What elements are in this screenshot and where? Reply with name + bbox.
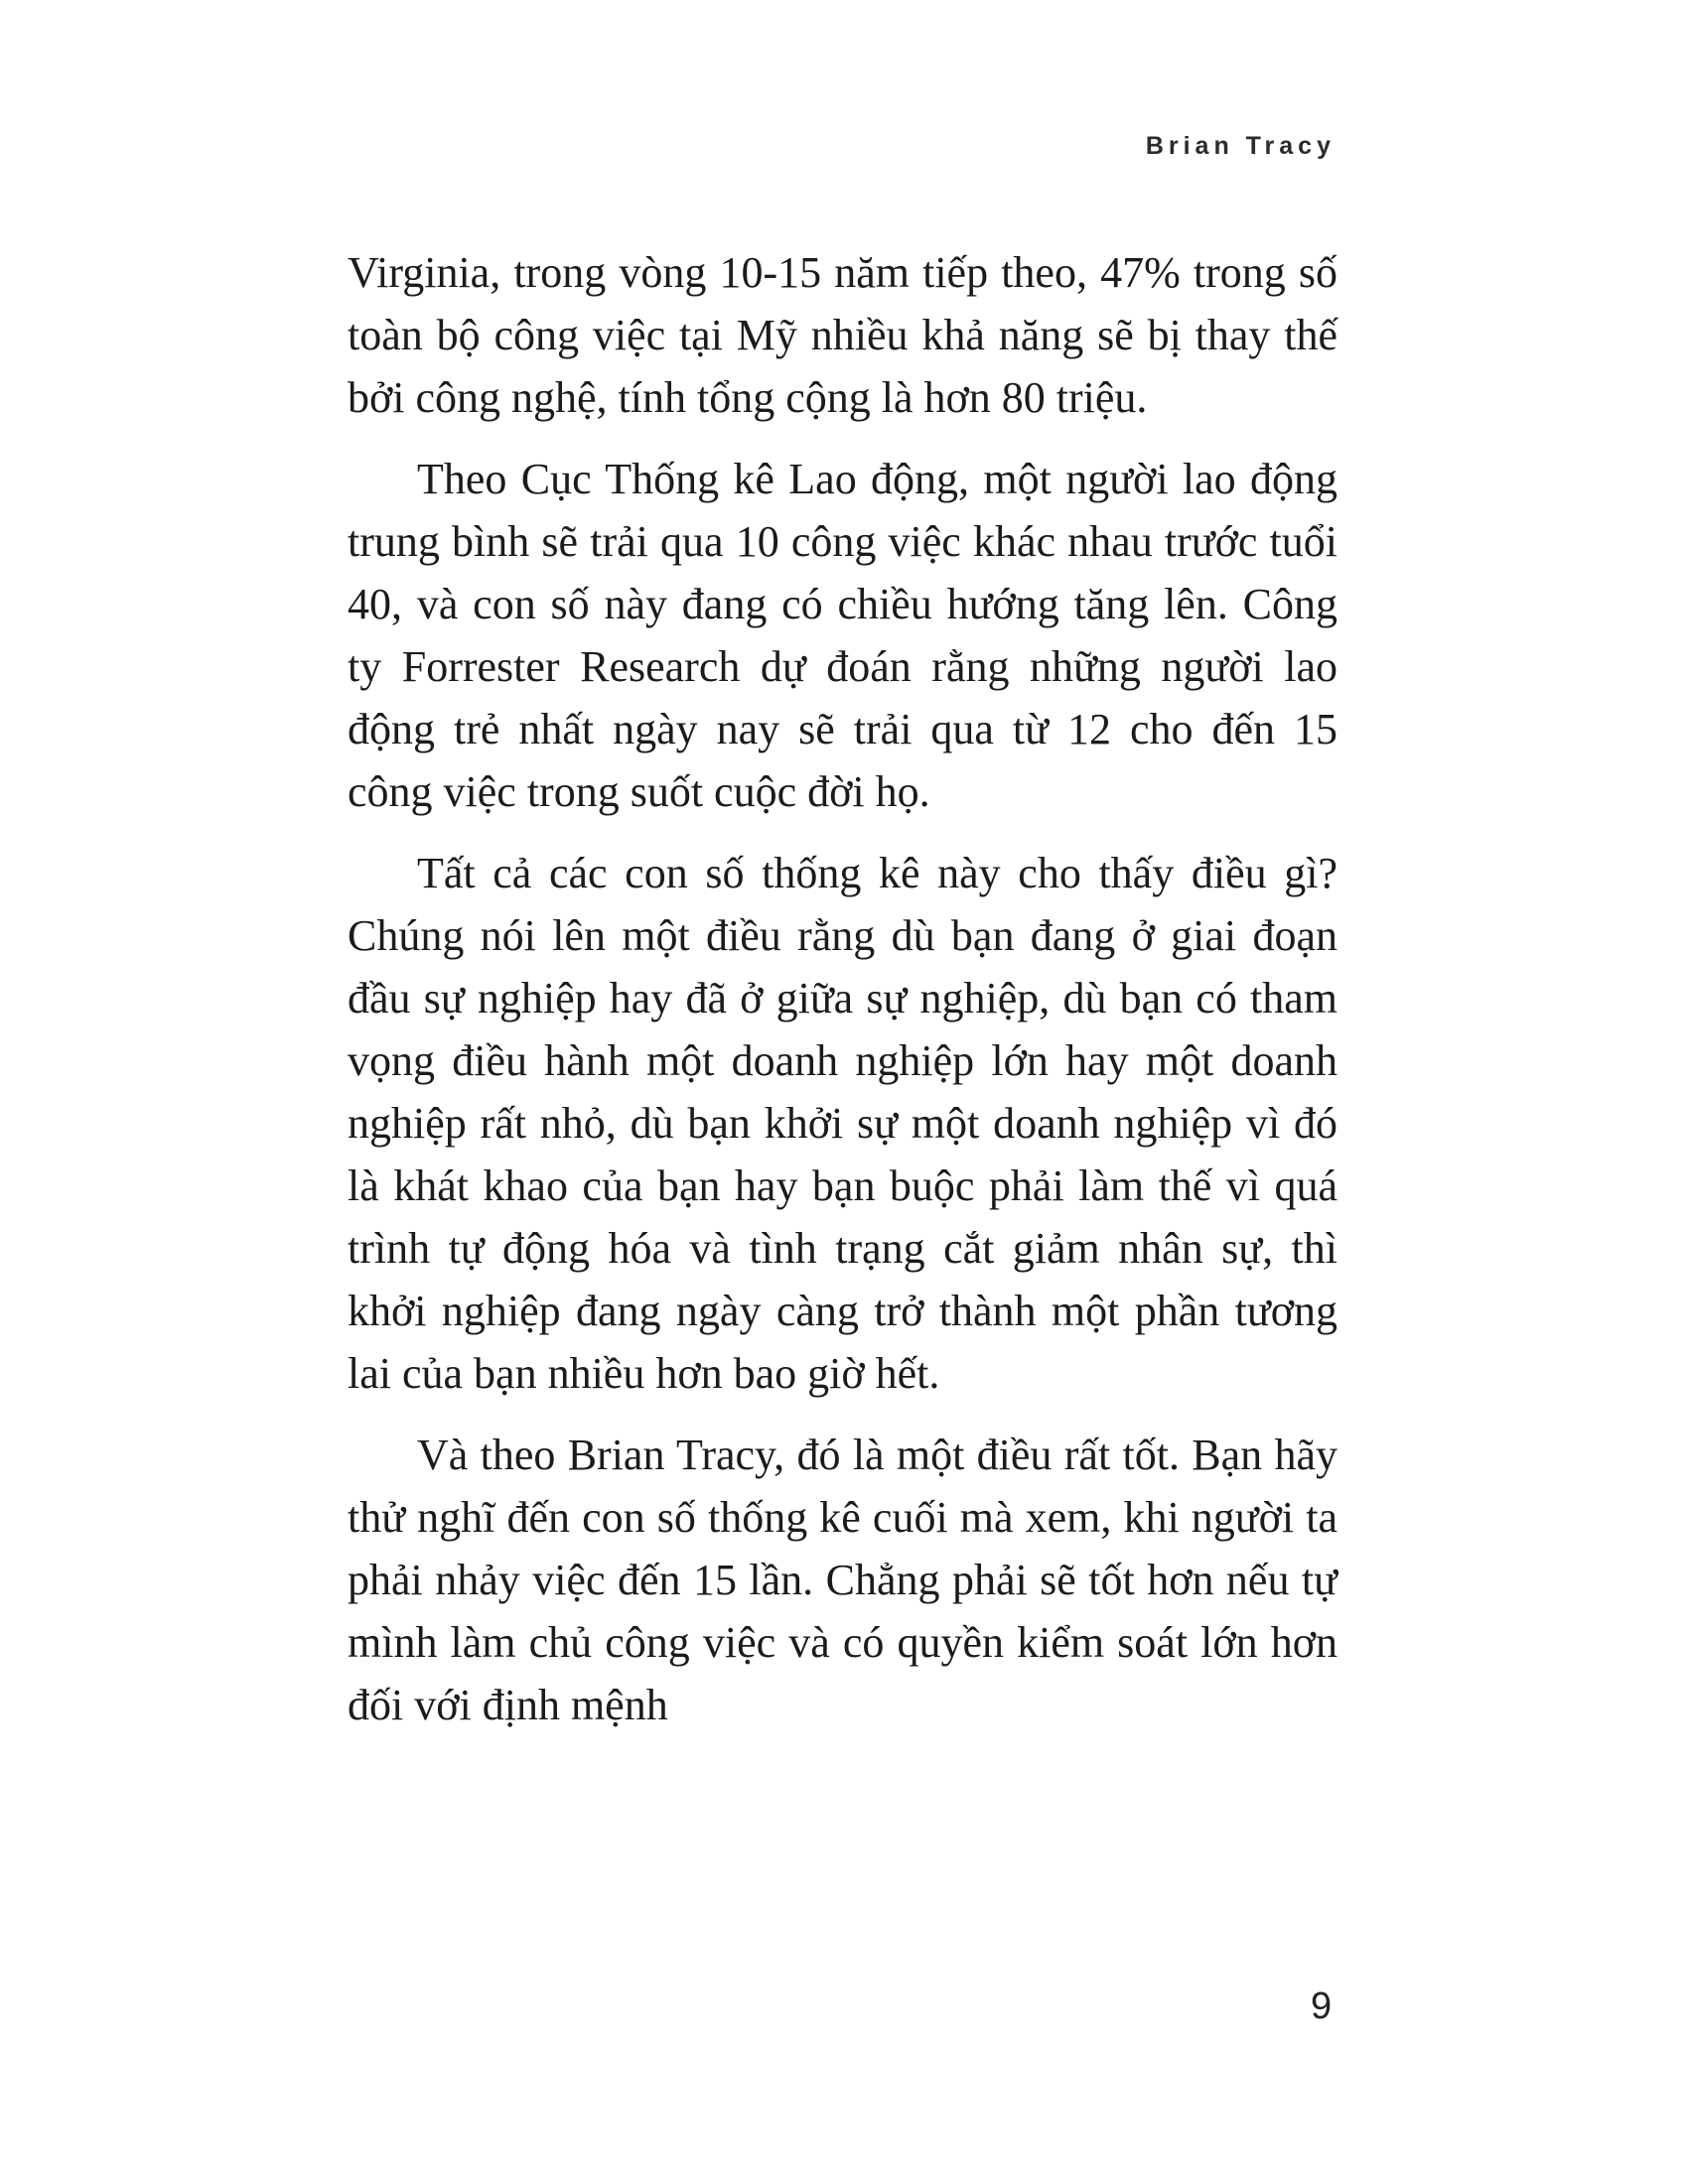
- paragraph-3: Tất cả các con số thống kê này cho thấy điều gì? Chúng nói lên một điều rằng dù bạn đang ở giai đoạn đầu sự nghiệp hay đã ở giữa sự nghiệp, dù bạn có tham vọng điều hành một doanh nghiệp lớn hay một doanh nghiệp rất nhỏ, dù bạn khởi sự một doanh nghiệp vì đó là khát khao của bạn hay bạn buộc phải làm thế vì quá trình tự động hóa và tình trạng cắt giảm nhân sự, thì khởi nghiệp đang ngày càng trở thành một phần tương lai của bạn nhiều hơn bao giờ hết.: [348, 849, 1337, 1398]
- paragraph-4: Và theo Brian Tracy, đó là một điều rất tốt. Bạn hãy thử nghĩ đến con số thống kê cuối mà xem, khi người ta phải nhảy việc đến 15 lần. Chẳng phải sẽ tốt hơn nếu tự mình làm chủ công việc và có quyền kiểm soát lớn hơn đối với định mệnh: [348, 1431, 1337, 1729]
- paragraph-2: Theo Cục Thống kê Lao động, một người lao động trung bình sẽ trải qua 10 công việc khác nhau trước tuổi 40, và con số này đang có chiều hướng tăng lên. Công ty Forrester Research dự đoán rằng những người lao động trẻ nhất ngày nay sẽ trải qua từ 12 cho đến 15 công việc trong suốt cuộc đời họ.: [348, 455, 1337, 816]
- running-header-author: Brian Tracy: [1145, 132, 1336, 160]
- body-text-block: [348, 241, 1337, 1755]
- paragraph-1: Virginia, trong vòng 10-15 năm tiếp theo, 47% trong số toàn bộ công việc tại Mỹ nhiều khả năng sẽ bị thay thế bởi công nghệ, tính tổng cộng là hơn 80 triệu.: [348, 248, 1337, 422]
- page-number: 9: [1311, 1985, 1333, 2027]
